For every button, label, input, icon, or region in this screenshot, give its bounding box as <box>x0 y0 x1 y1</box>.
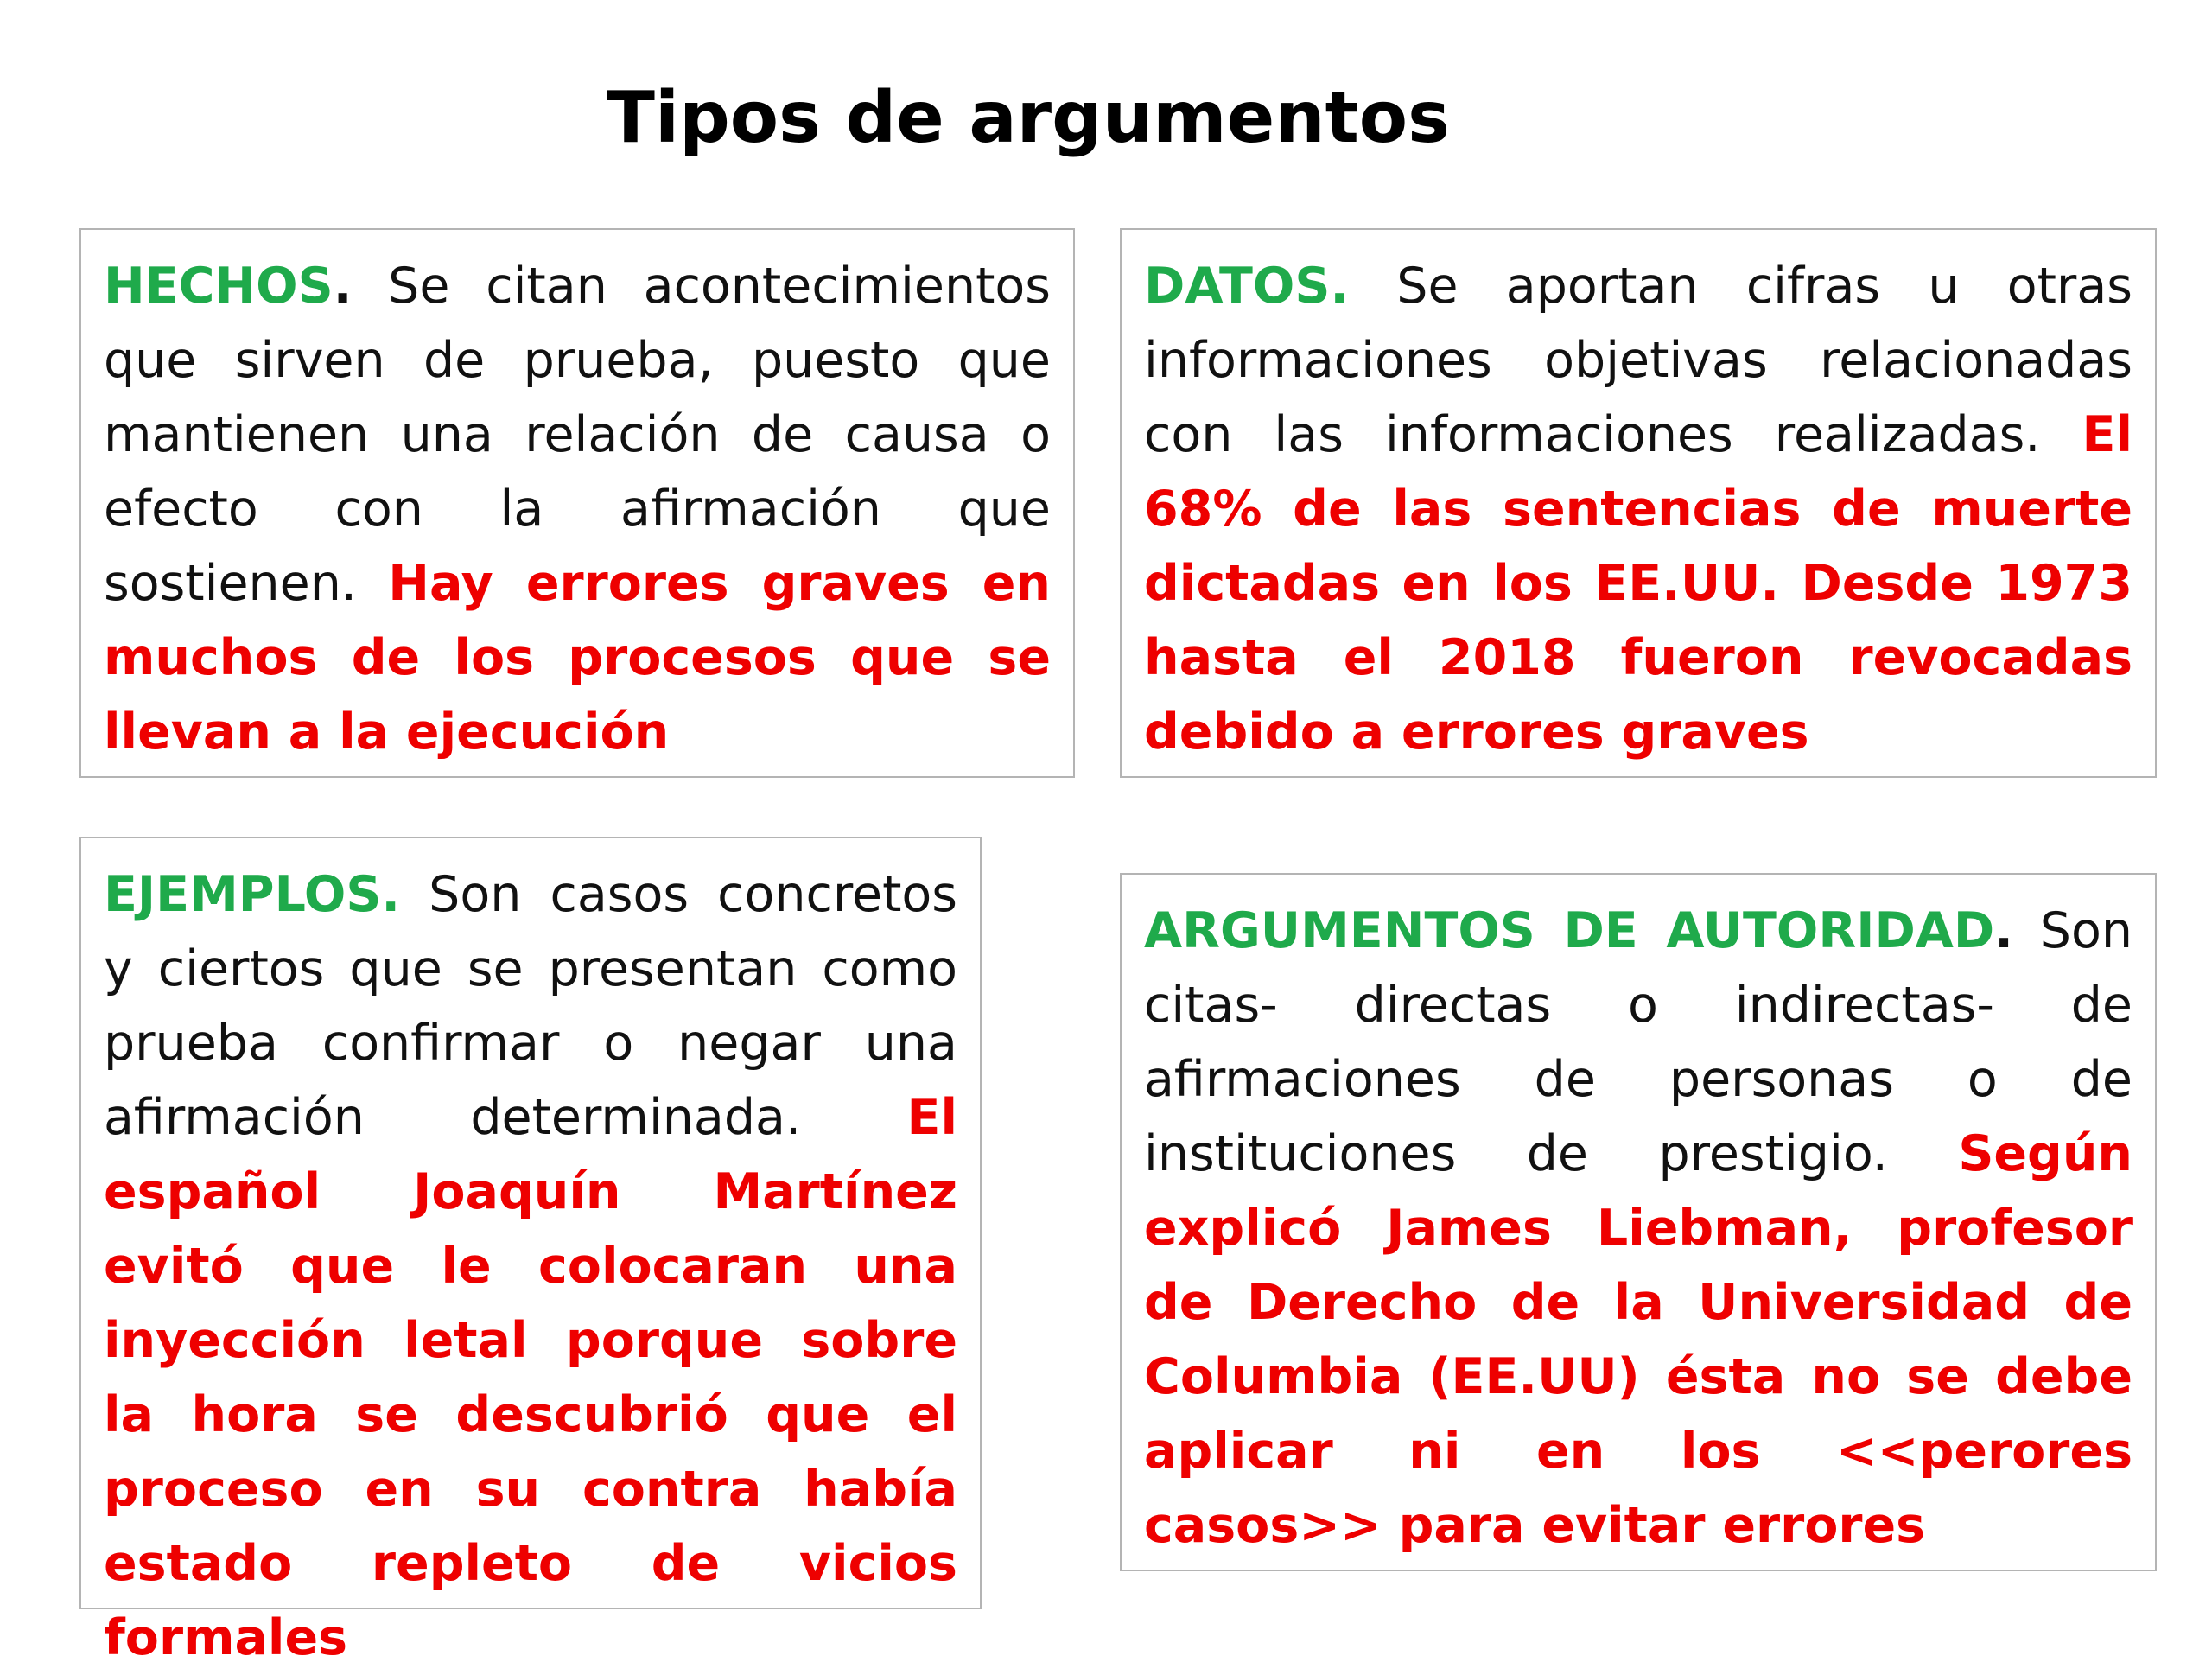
autoridad-description: Son citas- directas o indirectas- de afirmaciones de personas o de instituciones de prestigio. <box>1144 902 2133 1182</box>
box-hechos <box>79 228 1075 778</box>
hechos-keyword-dot: . <box>333 258 353 315</box>
box-ejemplos <box>79 837 982 1666</box>
datos-example: El 68% de las sentencias de muerte dictadas en los EE.UU. Desde 1973 hasta el 2018 fueron revocadas debido a errores graves <box>1144 406 2133 761</box>
datos-description: Se aportan cifras u otras informaciones objetivas relacionadas con las informaciones realizadas. <box>1144 258 2133 463</box>
box-autoridad-paragraph <box>1144 894 2133 1563</box>
hechos-example: Hay errores graves en muchos de los procesos que se llevan a la ejecución <box>104 555 1051 761</box>
datos-keyword: DATOS. <box>1144 258 1350 315</box>
hechos-keyword: HECHOS <box>104 258 334 315</box>
box-hechos-paragraph <box>104 249 1051 769</box>
box-datos-paragraph <box>1144 249 2133 769</box>
slide-title: Tipos de argumentos <box>607 77 1450 159</box>
ejemplos-keyword: EJEMPLOS. <box>104 866 401 923</box>
ejemplos-example: El español Joaquín Martínez evitó que le colocaran una inyección letal porque sobre la hora se descubrió que el proceso en su contra había estado repleto de vicios formales <box>104 1089 957 1666</box>
autoridad-keyword: ARGUMENTOS DE AUTORIDAD <box>1144 902 1995 959</box>
box-datos <box>1120 228 2157 778</box>
ejemplos-description: Son casos concretos y ciertos que se presentan como prueba confirmar o negar una afirmación determinada. <box>104 866 957 1146</box>
hechos-description: Se citan acontecimientos que sirven de prueba, puesto que mantienen una relación de causa o efecto con la afirmación que sostienen. <box>104 258 1051 612</box>
box-ejemplos-paragraph <box>104 857 957 1675</box>
autoridad-example: Según explicó James Liebman, profesor de Derecho de la Universidad de Columbia (EE.UU) ésta no se debe aplicar ni en los <<perores casos>> para evitar errores <box>1144 1125 2133 1554</box>
box-argumentos-de-autoridad <box>1120 873 2157 1571</box>
autoridad-keyword-dot: . <box>1994 902 2013 959</box>
